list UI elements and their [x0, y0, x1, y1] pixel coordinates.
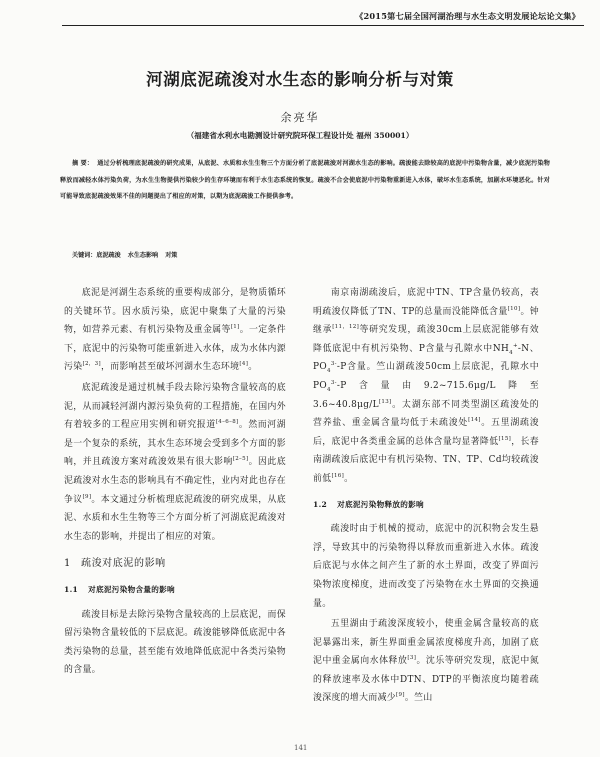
- body-paragraph: 疏浚时由于机械的搅动，底泥中的沉积物会发生悬浮，导致其中的污染物得以释放而重新进入水体。疏浚后底泥与水体之间产生了新的水土界面，改变了界面污染物浓度梯度，进而改变了污染物在水土界面的交换通量。: [313, 524, 539, 609]
- citation: [2，3]: [82, 361, 101, 368]
- body-paragraph: 五里湖由于疏浚深度较小，使重金属含量较高的底泥暴露出来，新生界面重金属浓度梯度升高，加剧了底泥中重金属向水体释放[3]。沈乐等研究发现，底泥中氮的释放速率及水体中DTN、DTP的平衡浓度均随着疏浚深度的增大而减少[9]。竺山: [313, 619, 539, 704]
- citation: [9]: [82, 493, 92, 500]
- keyword: 水生态影响: [127, 252, 159, 259]
- body-column-right: [313, 284, 539, 710]
- page-number: 141: [294, 744, 308, 752]
- keyword: 底泥疏浚: [96, 252, 121, 259]
- citation: [10]: [507, 305, 521, 312]
- keywords-label: 关键词：: [72, 252, 97, 259]
- body-paragraph: 南京南湖疏浚后，底泥中TN、TP含量仍较高，表明疏浚仅降低了TN、TP的总量而没能降低含量[10]。钟继承[11，12]等研究发现，疏浚30cm上层底泥能够有效降低底泥中有机污染物、P含量与孔隙水中$NH_4^+-N$、$PO_4^{3-}-P$含量。竺山湖疏浚50cm上层底泥，孔隙水中$PO_4^{3-}-P$含量由9.2~715.6μg/L降至3.6~40.8μg/L[13]。太湖东部不同类型湖区疏浚处的营养盐、重金属含量均低于未疏浚处[14]。五里湖疏浚后，底泥中各类重金属的总体含量均显著降低[15]，长春南湖疏浚后底泥中有机污染物、TN、TP、Cd均较疏浚前低[16]。: [313, 288, 539, 484]
- header-rule: [62, 25, 584, 26]
- author-name: 余亮华: [280, 111, 320, 124]
- abstract-text: 通过分析梳理底泥疏浚的研究成果，从底泥、水质和水生生物三个方面分析了底泥疏浚对河湖水生态的影响。疏浚能去除较高的底泥中污染物含量，减少底泥污染物释放而减轻水体污染负荷，为水生生物提供污染较少的生存环境而有利于水生态系统的恢复。疏浚不合会使底泥中污染物重新进入水体，破坏水生态系统，加剧水环境恶化。针对可能导致底泥疏浚效果不佳的问题提出了相应的对策，以期为底泥疏浚工作提供参考。: [60, 160, 550, 200]
- body-column-left: [64, 284, 286, 682]
- keywords: [72, 250, 184, 259]
- citation: [4]: [239, 361, 249, 368]
- subsection-heading: 1.1 对底泥污染物含量的影响: [64, 584, 175, 594]
- citation: [16]: [331, 472, 345, 479]
- section-heading: 1 疏浚对底泥的影响: [64, 558, 166, 570]
- body-paragraph: 底泥是河湖生态系统的重要构成部分，是物质循环的关键环节。因水质污染，底泥中聚集了大量的污染物，如营养元素、有机污染物及重金属等[1]。一定条件下，底泥中的污染物可能重新进入水体，成为水体内源污染[2，3]，而影响甚至破坏河湖水生态环境[4]。: [64, 288, 286, 373]
- author-affiliation: （福建省水利水电勘测设计研究院环保工程设计处 福州 350001）: [186, 131, 414, 140]
- citation: [11，12]: [332, 324, 360, 331]
- citation: [4–6–8]: [215, 419, 239, 426]
- citation: [1]: [230, 324, 240, 331]
- citation: [3]: [407, 655, 417, 662]
- body-paragraph: 疏浚目标是去除污染物含量较高的上层底泥，而保留污染物含量较低的下层底泥。疏浚能够降低底泥中各类污染物的总量，甚至能有效地降低底泥中各类污染物的含量。: [64, 609, 286, 676]
- citation: [9]: [396, 692, 405, 699]
- citation: [13]: [378, 398, 392, 405]
- citation: [14]: [468, 417, 481, 424]
- paper-title: 河湖底泥疏浚对水生态的影响分析与对策: [146, 70, 454, 89]
- citation: [15]: [498, 435, 512, 442]
- citation: [2–5]: [232, 456, 249, 463]
- abstract-label: 摘 要：: [72, 160, 94, 167]
- keyword: 对策: [165, 252, 178, 259]
- running-head: 《2015第七届全国河湖治理与水生态文明发展论坛论文集》: [355, 11, 580, 21]
- subsection-heading: 1.2 对底泥污染物释放的影响: [313, 499, 424, 509]
- body-paragraph: 底泥疏浚是通过机械手段去除污染物含量较高的底泥，从而减轻河湖内源污染负荷的工程措施，在国内外有着较多的工程应用实例和研究报道[4–6–8]。然而河湖是一个复杂的系统，其水生态环境会受到多个方面的影响，并且疏浚方案对疏浚效果有很大影响[2–5]。因此底泥疏浚对水生态的影响具有不确定性，业内对此也存在争议[9]。本文通过分析梳理底泥疏浚的研究成果，从底泥、水质和水生生物等三个方面分析了河湖底泥疏浚对水生态的影响，并提出了相应的对策。: [64, 382, 287, 542]
- abstract: [60, 156, 550, 206]
